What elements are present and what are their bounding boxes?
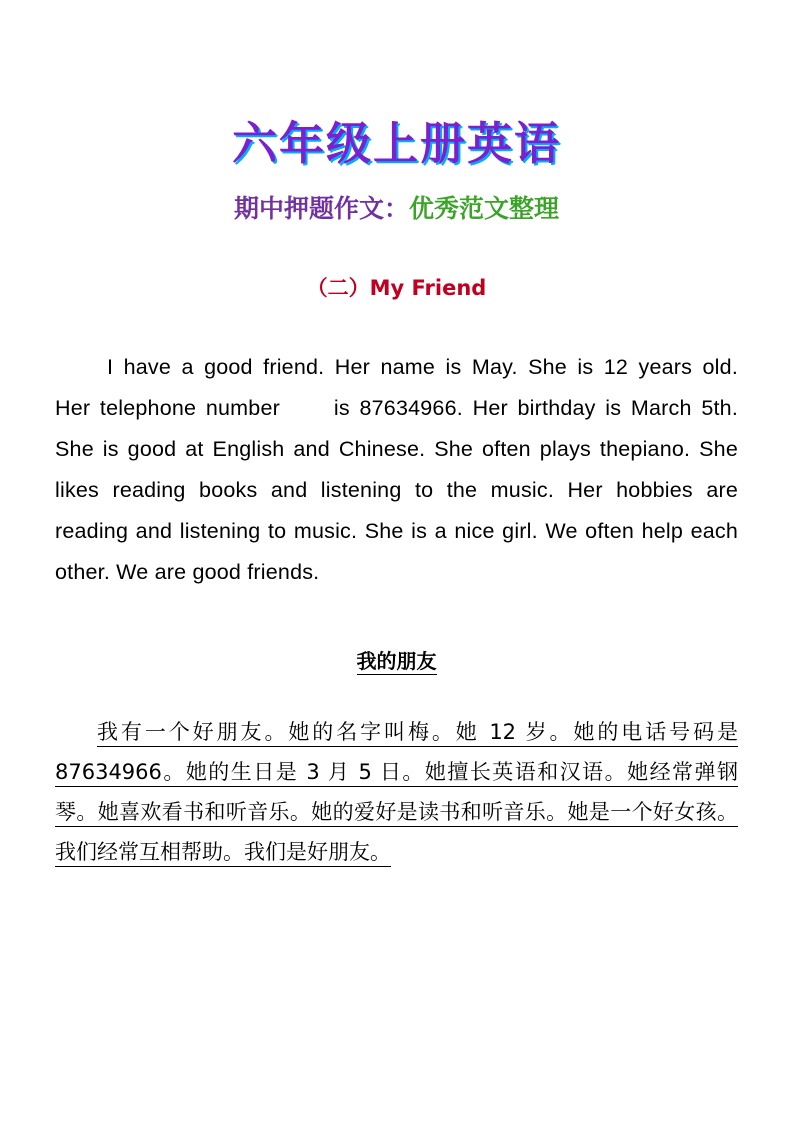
page-subtitle (55, 170, 738, 224)
english-paragraph: I have a good friend. Her name is May. She is 12 years old. Her telephone number is 87634966. Her birthday is March 5th. She is good at English and Chinese. She often plays thepiano. She likes reading books and listening to the music. Her hobbies are reading and listening to music. She is a nice girl. We often help each other. We are good friends. (55, 354, 782, 584)
chinese-paragraph-text: 我有一个好朋友。她的名字叫梅。她 12 岁。她的电话号码是 87634966。她的生日是 3 月 5 日。她擅长英语和汉语。她经常弹钢琴。她喜欢看书和听音乐。她的爱好是读书和听音乐。她是一个好女孩。我们经常互相帮助。我们是好朋友。 (55, 720, 738, 867)
chinese-paragraph (55, 674, 738, 872)
chinese-heading-text: 我的朋友 (356, 648, 437, 673)
section-heading: （二）My Friend (306, 275, 487, 300)
chinese-heading (55, 593, 738, 674)
subtitle-highlight: 优秀范文整理 (409, 193, 560, 223)
page-title: 六年级上册英语 (231, 117, 561, 170)
subtitle-prefix: 期中押题作文： (233, 193, 409, 223)
